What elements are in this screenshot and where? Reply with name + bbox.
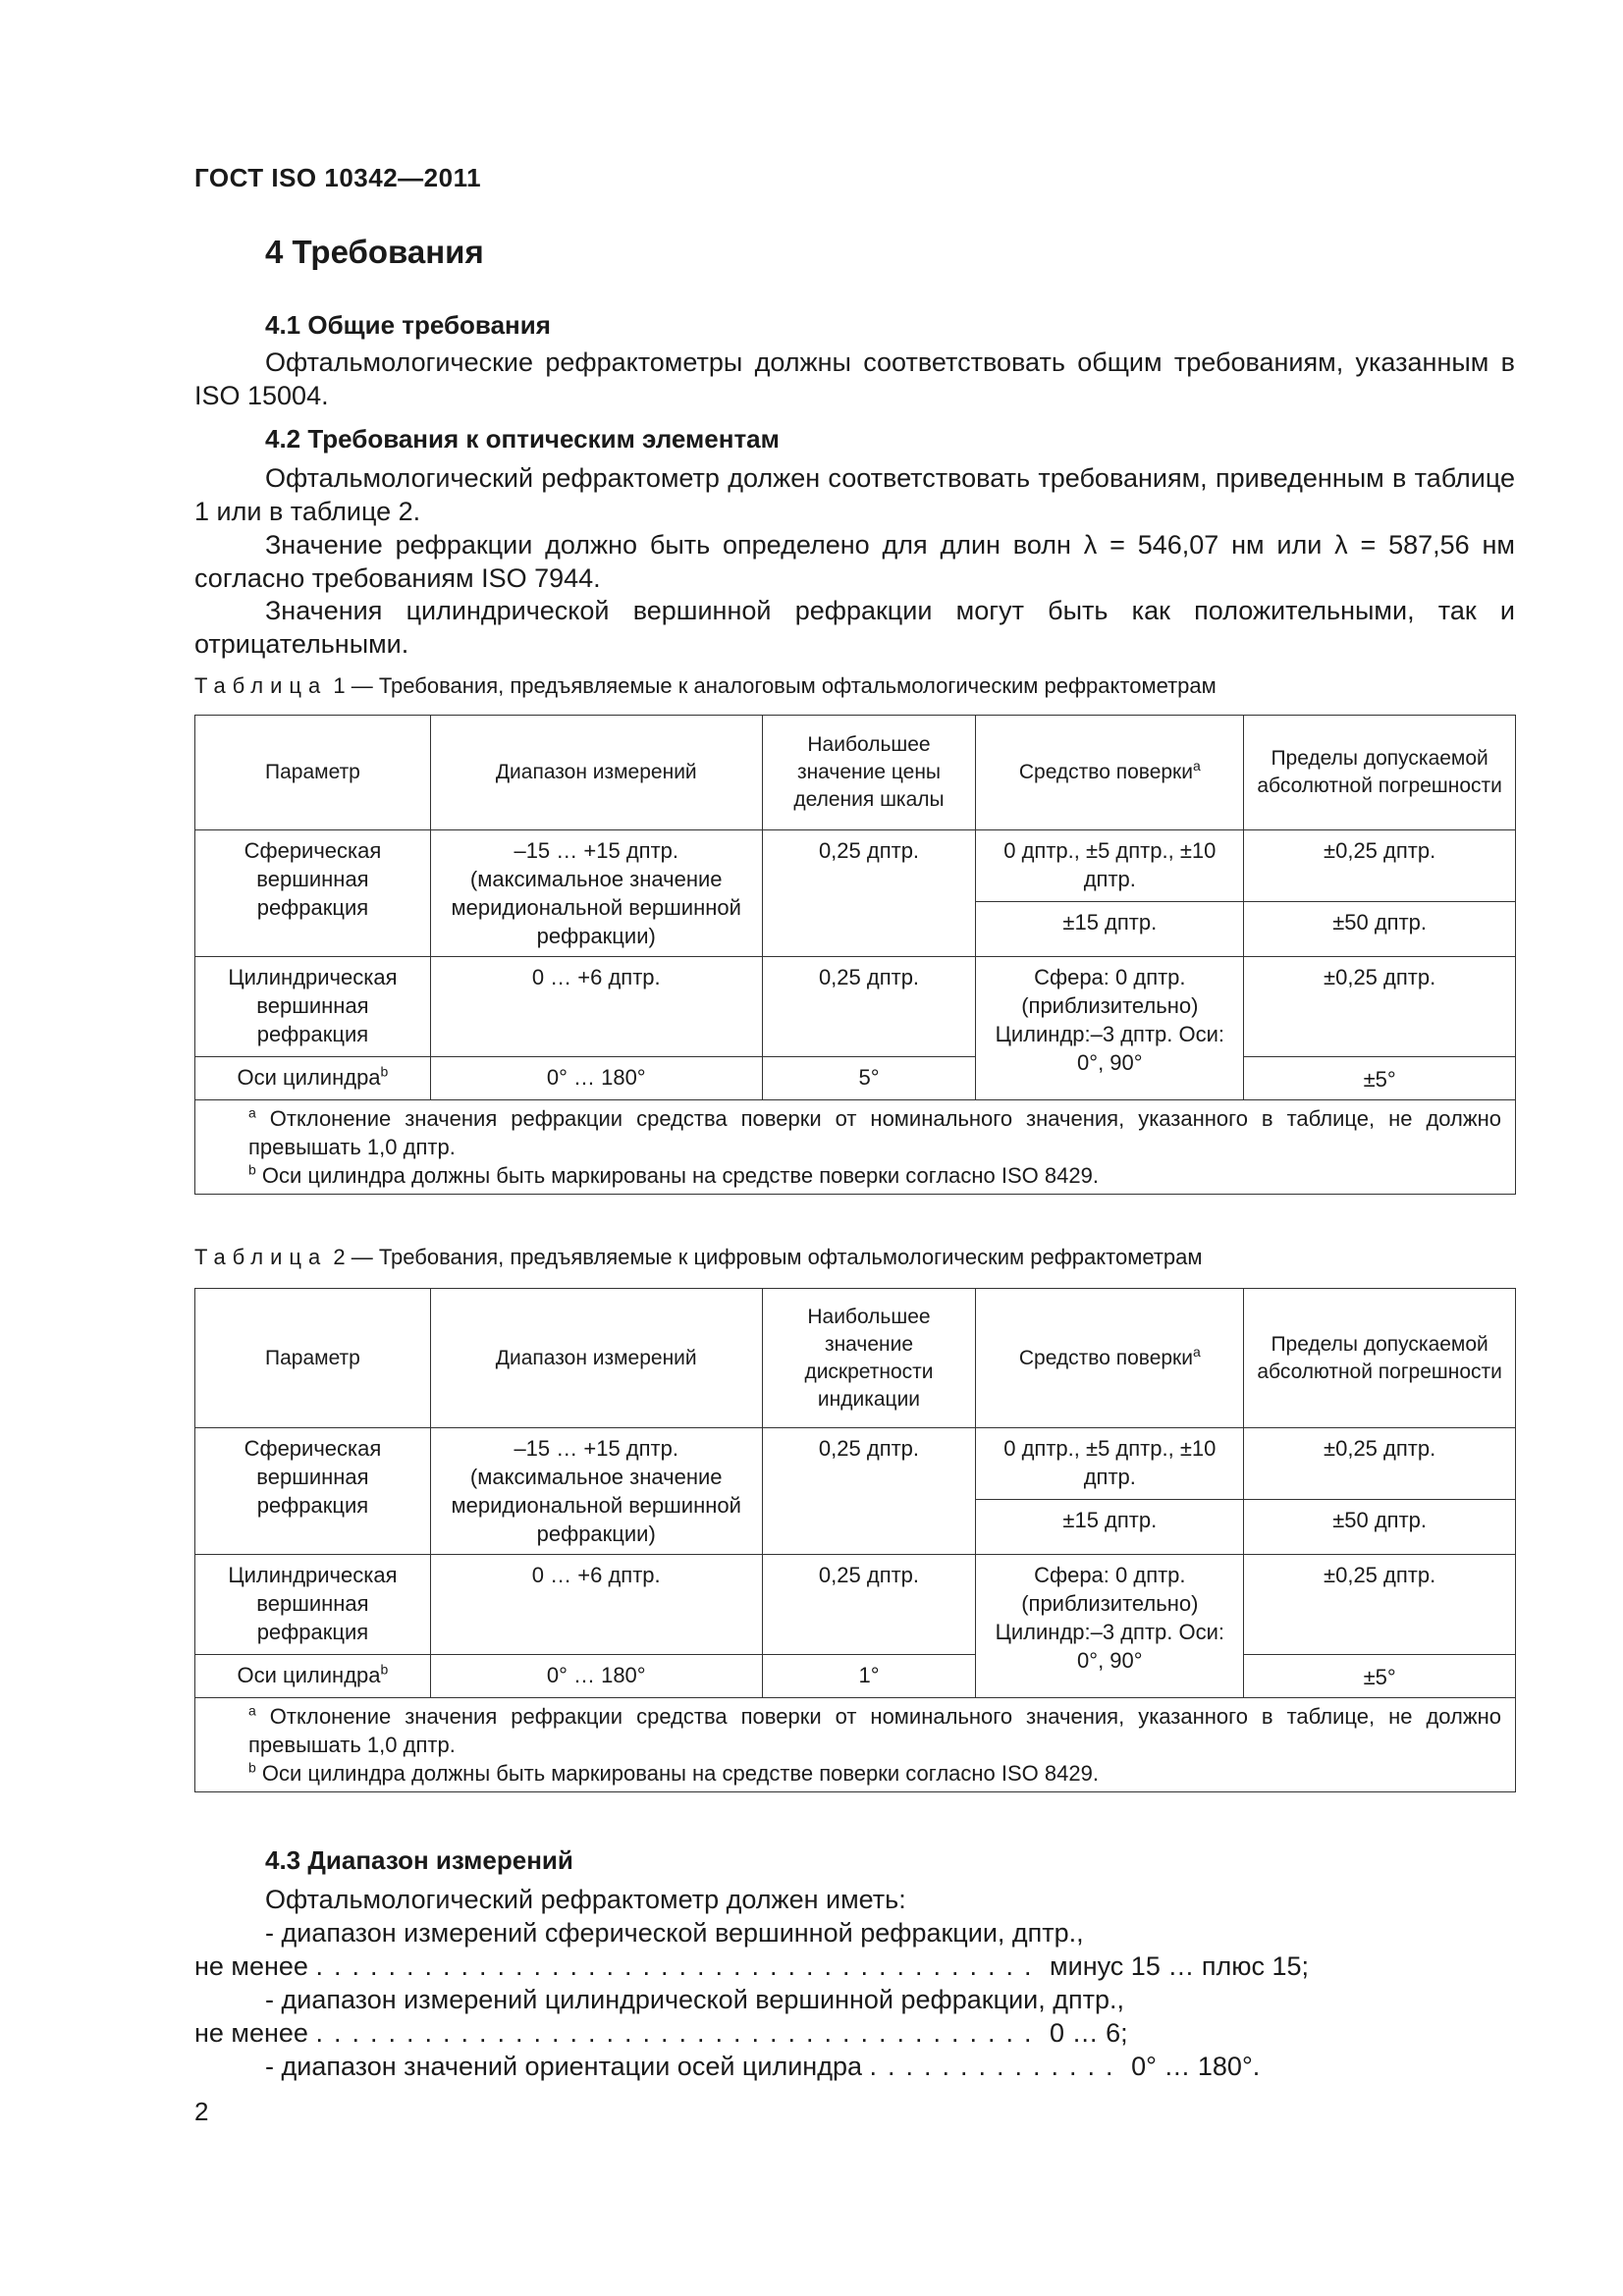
- table-cell: ±0,25 дптр.: [1244, 1555, 1516, 1655]
- page-number: 2: [194, 2097, 209, 2126]
- section-4-3-leader-2: не менее ........................................ 0 … 6;: [194, 2018, 1128, 2048]
- table-cell: ±0,25 дптр.: [1244, 1428, 1516, 1500]
- table-note-a: $^a$ Отклонение значения рефракции средства поверки от номинального значения, указанного в таблице, не должно превышать 1,0 дптр.: [248, 1702, 1501, 1757]
- table-cell: ±5°: [1244, 1057, 1516, 1100]
- table-2-notes: [195, 1698, 1516, 1792]
- section-4-2-paragraph-3: Значения цилиндрической вершинной рефракции могут быть как положительными, так и отрицательными.: [194, 596, 1515, 659]
- section-4-title: 4 Требования: [265, 234, 484, 270]
- table-header-cell: Пределы допускаемой абсолютной погрешности: [1244, 1289, 1516, 1428]
- table-2-caption: Таблица 2 — Требования, предъявляемые к цифровым офтальмологическим рефрактометрам: [194, 1245, 1203, 1269]
- table-1: [194, 715, 1516, 1195]
- section-4-1-title: 4.1 Общие требования: [265, 310, 551, 340]
- table-cell: ±0,25 дптр.: [1244, 830, 1516, 902]
- table-cell: Сфера: 0 дптр. (приблизительно) Цилиндр:–3 дптр. Оси: 0°, 90°: [976, 957, 1244, 1100]
- table-note-b: $^b$ Оси цилиндра должны быть маркированы на средстве поверки согласно ISO 8429.: [248, 1759, 1099, 1786]
- table-header-cell: Наибольшее значение дискретности индикации: [762, 1289, 976, 1428]
- table-header-cell: Средство поверки$^a$: [976, 716, 1244, 830]
- table-cell: 0,25 дптр.: [762, 830, 976, 957]
- section-4-2-paragraph-2: Значение рефракции должно быть определено для длин волн λ = 546,07 нм или λ = 587,56 нм согласно требованиям ISO 7944.: [194, 530, 1515, 593]
- table-cell: Сферическая вершинная рефракция: [195, 1428, 431, 1555]
- table-cell: 5°: [762, 1057, 976, 1100]
- table-cell: ±15 дптр.: [976, 1499, 1244, 1554]
- table-cell: 0° … 180°: [430, 1655, 762, 1698]
- table-header-cell: Средство поверки$^a$: [976, 1289, 1244, 1428]
- section-4-3-leader-1: не менее ........................................ минус 15 … плюс 15;: [194, 1951, 1309, 1981]
- table-1-caption: Таблица 1 — Требования, предъявляемые к аналоговым офтальмологическим рефрактометрам: [194, 673, 1217, 698]
- table-cell: Сферическая вершинная рефракция: [195, 830, 431, 957]
- table-cell: Оси цилиндра$^b$: [195, 1655, 431, 1698]
- table-cell: –15 … +15 дптр. (максимальное значение меридиональной вершинной рефракции): [430, 1428, 762, 1555]
- section-4-3-title: 4.3 Диапазон измерений: [265, 1845, 573, 1875]
- section-4-3-item-1: - диапазон измерений сферической вершинной рефракции, дптр.,: [265, 1918, 1084, 1948]
- document-header: ГОСТ ISO 10342—2011: [194, 163, 482, 192]
- table-cell: 1°: [762, 1655, 976, 1698]
- section-4-2-title: 4.2 Требования к оптическим элементам: [265, 424, 780, 454]
- table-header-cell: Диапазон измерений: [430, 1289, 762, 1428]
- table-header-cell: Диапазон измерений: [430, 716, 762, 830]
- table-note-a: $^a$ Отклонение значения рефракции средства поверки от номинального значения, указанного в таблице, не должно превышать 1,0 дптр.: [248, 1104, 1501, 1159]
- table-cell: 0,25 дптр.: [762, 1428, 976, 1555]
- table-2: [194, 1288, 1516, 1792]
- table-header-cell: Параметр: [195, 1289, 431, 1428]
- table-cell: 0 … +6 дптр.: [430, 957, 762, 1057]
- table-cell: ±50 дптр.: [1244, 1499, 1516, 1554]
- table-cell: –15 … +15 дптр. (максимальное значение меридиональной вершинной рефракции): [430, 830, 762, 957]
- table-cell: 0,25 дптр.: [762, 957, 976, 1057]
- table-cell: ±5°: [1244, 1655, 1516, 1698]
- table-cell: Цилиндрическая вершинная рефракция: [195, 957, 431, 1057]
- table-header-cell: Пределы допускаемой абсолютной погрешности: [1244, 716, 1516, 830]
- table-header-cell: Наибольшее значение цены деления шкалы: [762, 716, 976, 830]
- table-cell: 0 … +6 дптр.: [430, 1555, 762, 1655]
- section-4-3-item-3: - диапазон значений ориентации осей цилиндра .............. 0° … 180°.: [265, 2052, 1261, 2081]
- table-cell: 0° … 180°: [430, 1057, 762, 1100]
- table-cell: 0,25 дптр.: [762, 1555, 976, 1655]
- table-1-notes: [195, 1100, 1516, 1195]
- table-cell: 0 дптр., ±5 дптр., ±10 дптр.: [976, 830, 1244, 902]
- table-cell: ±0,25 дптр.: [1244, 957, 1516, 1057]
- table-note-b: $^b$ Оси цилиндра должны быть маркированы на средстве поверки согласно ISO 8429.: [248, 1161, 1099, 1188]
- table-header-cell: Параметр: [195, 716, 431, 830]
- section-4-1-text: Офтальмологические рефрактометры должны соответствовать общим требованиям, указанным в ISO 15004.: [194, 347, 1515, 410]
- table-cell: Сфера: 0 дптр. (приблизительно) Цилиндр:–3 дптр. Оси: 0°, 90°: [976, 1555, 1244, 1698]
- table-cell: Цилиндрическая вершинная рефракция: [195, 1555, 431, 1655]
- section-4-3-item-2: - диапазон измерений цилиндрической вершинной рефракции, дптр.,: [265, 1985, 1124, 2014]
- table-cell: 0 дптр., ±5 дптр., ±10 дптр.: [976, 1428, 1244, 1500]
- table-cell: ±15 дптр.: [976, 901, 1244, 956]
- section-4-3-intro: Офтальмологический рефрактометр должен иметь:: [265, 1885, 906, 1914]
- table-cell: ±50 дптр.: [1244, 901, 1516, 956]
- section-4-2-paragraph-1: Офтальмологический рефрактометр должен соответствовать требованиям, приведенным в таблице 1 или в таблице 2.: [194, 463, 1515, 526]
- table-cell: Оси цилиндра$^b$: [195, 1057, 431, 1100]
